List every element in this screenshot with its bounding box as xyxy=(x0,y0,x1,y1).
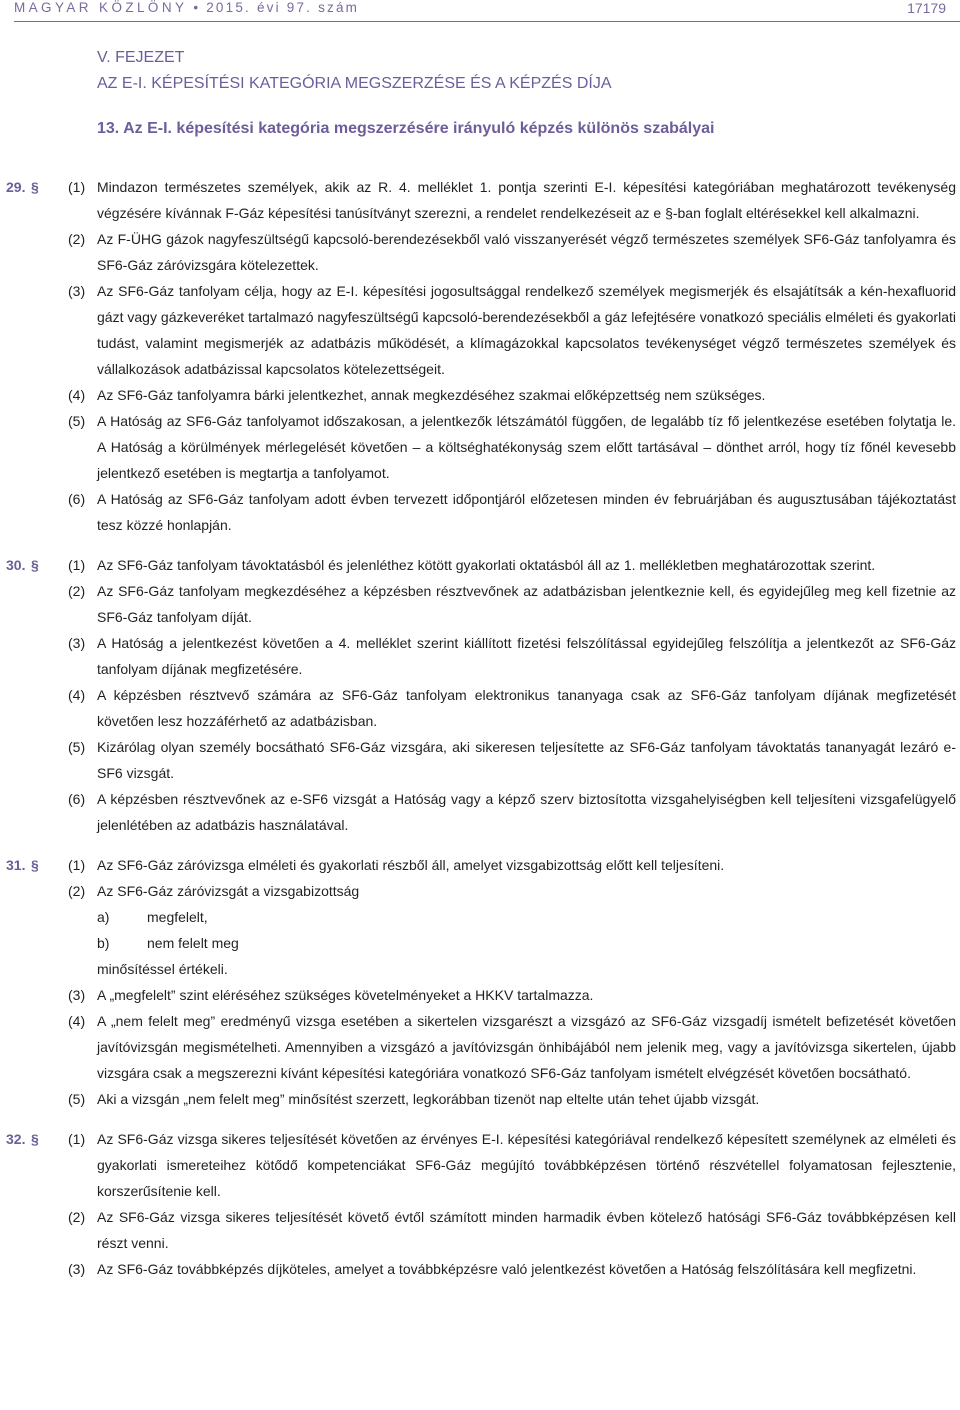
subsection xyxy=(0,174,960,226)
subsection-text: Az SF6-Gáz tanfolyam távoktatásból és jelenléthez kötött gyakorlati oktatásból áll az 1. mellékletben meghatározottak szerint. xyxy=(97,557,876,573)
list-item-text: megfelelt, xyxy=(147,909,208,925)
paragraph-label xyxy=(6,852,66,878)
subsection-number: (3) xyxy=(68,283,86,299)
subsection-number: (5) xyxy=(68,1091,86,1107)
list-item-text: nem felelt meg xyxy=(147,935,239,951)
subsection-number: (5) xyxy=(68,413,86,429)
subsection-number: (4) xyxy=(68,687,86,703)
paragraph-gap xyxy=(0,838,960,852)
subsection-text: Az SF6-Gáz záróvizsgát a vizsgabizottság xyxy=(97,883,360,899)
section-sign: § xyxy=(31,179,39,195)
paragraph-gap xyxy=(0,538,960,552)
subsection-number: (2) xyxy=(68,583,86,599)
subsection-number: (2) xyxy=(68,883,86,899)
document-body xyxy=(0,174,960,1282)
subsection xyxy=(0,578,960,630)
subsection-text: A képzésben résztvevőnek az e-SF6 vizsgát a Hatóság vagy a képző szerv biztosította vizsgahelyiségben kell teljesíteni vizsgafelügyelő jelenlétében az adatbázis használatával. xyxy=(97,791,956,833)
header-divider xyxy=(14,21,960,22)
list-letter: b) xyxy=(97,935,110,951)
subsection-text: Mindazon természetes személyek, akik az R. 4. melléklet 1. pontja szerinti E-I. képesítési kategóriában meghatározott tevékenység végzésére kívánnak F-Gáz képesítési tanúsítványt szerezni, a rendelet rendelkezéseit az e §-ban foglalt eltérésekkel kell alkalmazni. xyxy=(97,179,956,221)
subsection-text: A Hatóság az SF6-Gáz tanfolyamot időszakosan, a jelentkezők létszámától függően, de legalább tíz fő jelentkezése esetében folytatja le. A Hatóság a körülmények mérlegelését követően – a költséghatékonyság szem előtt tartásával – dönthet arról, hogy tíz főnél kevesebb jelentkező esetében is megtartja a tanfolyamot. xyxy=(97,413,956,481)
subsection-number: (4) xyxy=(68,1013,86,1029)
header-publication: MAGYAR KÖZLÖNY xyxy=(14,0,188,15)
paragraph-label xyxy=(6,1126,66,1152)
subsection-text: Az SF6-Gáz záróvizsga elméleti és gyakorlati részből áll, amelyet vizsgabizottság előtt kell teljesíteni. xyxy=(97,857,725,873)
subsection-number: (5) xyxy=(68,739,86,755)
subsection xyxy=(0,630,960,682)
subsection-text: Kizárólag olyan személy bocsátható SF6-Gáz vizsgára, aki sikeresen teljesítette az SF6-Gáz tanfolyam távoktatás tananyagát lezáró e-SF6 vizsgát. xyxy=(97,739,956,781)
chapter-title: AZ E-I. KÉPESÍTÉSI KATEGÓRIA MEGSZERZÉSE ÉS A KÉPZÉS DÍJA xyxy=(97,75,612,92)
subsection xyxy=(0,382,960,408)
list-item xyxy=(0,904,960,930)
subsection xyxy=(0,1126,960,1204)
subsection-text: Az SF6-Gáz vizsga sikeres teljesítését követően az érvényes E-I. képesítési kategóriával rendelkező képesített személynek az elméleti és gyakorlati ismereteihez kötődő kompetenciákat SF6-Gáz megújító továbbképzésen történő részvétellel folyamatosan fejlesztenie, korszerűsítenie kell. xyxy=(97,1131,956,1199)
subsection xyxy=(0,408,960,486)
subsection xyxy=(0,1008,960,1086)
chapter-heading xyxy=(97,45,612,97)
subsection xyxy=(0,682,960,734)
list-letter: a) xyxy=(97,909,110,925)
subsection-text: Az SF6-Gáz tanfolyam megkezdéséhez a képzésben résztvevőnek az adatbázisban jelentkeznie kell, és egyidejűleg meg kell fizetnie az SF6-Gáz tanfolyam díját. xyxy=(97,583,956,625)
subsection xyxy=(0,852,960,878)
paragraph-label xyxy=(6,552,66,578)
subsection xyxy=(0,486,960,538)
subsection-number: (1) xyxy=(68,557,86,573)
subsection-text: Az SF6-Gáz továbbképzés díjköteles, amelyet a továbbképzésre való jelentkezést követően a Hatóság felszólítására kell megfizetni. xyxy=(97,1261,917,1277)
subsection-text: Az SF6-Gáz tanfolyamra bárki jelentkezhet, annak megkezdéséhez szakmai előképzettség nem szükséges. xyxy=(97,387,766,403)
section-sign: § xyxy=(31,1131,39,1147)
subsection-number: (2) xyxy=(68,1209,86,1225)
subsection xyxy=(0,734,960,786)
subsection-text: A képzésben résztvevő számára az SF6-Gáz tanfolyam elektronikus tananyaga csak az SF6-Gáz tanfolyam díjának megfizetését követően lesz hozzáférhető az adatbázisban. xyxy=(97,687,956,729)
subsection-number: (1) xyxy=(68,857,86,873)
subsection-number: (6) xyxy=(68,791,86,807)
header-page-number: 17179 xyxy=(907,0,946,16)
subsection-text: A „megfelelt” szint eléréséhez szükséges követelményeket a HKKV tartalmazza. xyxy=(97,987,594,1003)
paragraph-number: 32. xyxy=(6,1131,26,1147)
paragraph-number: 30. xyxy=(6,557,26,573)
subsection xyxy=(0,1256,960,1282)
paragraph-gap xyxy=(0,1112,960,1126)
list-item xyxy=(0,930,960,956)
subsection xyxy=(0,982,960,1008)
chapter-number: V. FEJEZET xyxy=(97,49,185,66)
subsection xyxy=(0,1086,960,1112)
subsection-number: (6) xyxy=(68,491,86,507)
header-publication-line xyxy=(14,0,359,15)
section-title: 13. Az E-I. képesítési kategória megszerzésére irányuló képzés különös szabályai xyxy=(97,120,715,137)
section-sign: § xyxy=(31,857,39,873)
subsection-number: (3) xyxy=(68,1261,86,1277)
subsection xyxy=(0,278,960,382)
subsection-text: Az F-ÜHG gázok nagyfeszültségű kapcsoló-berendezésekből való visszanyerését végző természetes személyek SF6-Gáz tanfolyamra és SF6-Gáz záróvizsgára kötelezettek. xyxy=(97,231,956,273)
subsection-text: Az SF6-Gáz vizsga sikeres teljesítését követő évtől számított minden harmadik évben kötelező hatósági SF6-Gáz továbbképzésen kell részt venni. xyxy=(97,1209,956,1251)
subsection xyxy=(0,878,960,904)
header-issue: 2015. évi 97. szám xyxy=(206,0,360,15)
subsection xyxy=(0,1204,960,1256)
subsection-number: (2) xyxy=(68,231,86,247)
subsection-number: (4) xyxy=(68,387,86,403)
header-bullet: • xyxy=(193,0,201,15)
paragraph-number: 31. xyxy=(6,857,26,873)
page-header xyxy=(14,0,946,20)
subsection-text: Az SF6-Gáz tanfolyam célja, hogy az E-I. képesítési jogosultsággal rendelkező személyek megismerjék és elsajátítsák a kén-hexafluorid gázt vagy gázkeveréket tartalmazó nagyfeszültségű kapcsoló-berendezésekből a gáz lefejtésére vonatkozó speciális elméleti és gyakorlati tudást, valamint megismerjék az adatbázis működését, a klímagázokkal kapcsolatos tevékenységet végző természetes személyek és vállalkozások adatbázissal kapcsolatos kötelezettségeit. xyxy=(97,283,956,377)
list-closing-text: minősítéssel értékeli. xyxy=(97,961,228,977)
subsection-text: A „nem felelt meg” eredményű vizsga esetében a sikertelen vizsgarészt a vizsgázó az SF6-Gáz vizsgadíj ismételt befizetését követően javítóvizsgán megismételheti. Amennyiben a vizsgázó a javítóvizsgán önhibájából nem jelenik meg, vagy a javítóvizsga sikertelen, újabb vizsgára csak a megszerezni kívánt képesítési kategóriára vonatkozó SF6-Gáz tanfolyam ismételt elvégzését követően bocsátható. xyxy=(97,1013,956,1081)
subsection-number: (1) xyxy=(68,179,86,195)
section-sign: § xyxy=(31,557,39,573)
paragraph-number: 29. xyxy=(6,179,26,195)
paragraph-label xyxy=(6,174,66,200)
subsection-text: Aki a vizsgán „nem felelt meg” minősítést szerzett, legkorábban tizenöt nap eltelte után tehet újabb vizsgát. xyxy=(97,1091,760,1107)
subsection-number: (3) xyxy=(68,635,86,651)
subsection-number: (1) xyxy=(68,1131,86,1147)
subsection xyxy=(0,226,960,278)
subsection-text: A Hatóság a jelentkezést követően a 4. melléklet szerint kiállított fizetési felszólítással egyidejűleg felszólítja a jelentkezőt az SF6-Gáz tanfolyam díjának megfizetésére. xyxy=(97,635,956,677)
subsection xyxy=(0,786,960,838)
subsection xyxy=(0,552,960,578)
subsection-number: (3) xyxy=(68,987,86,1003)
subsection-text: A Hatóság az SF6-Gáz tanfolyam adott évben tervezett időpontjáról előzetesen minden év februárjában és augusztusában tájékoztatást tesz közzé honlapján. xyxy=(97,491,956,533)
